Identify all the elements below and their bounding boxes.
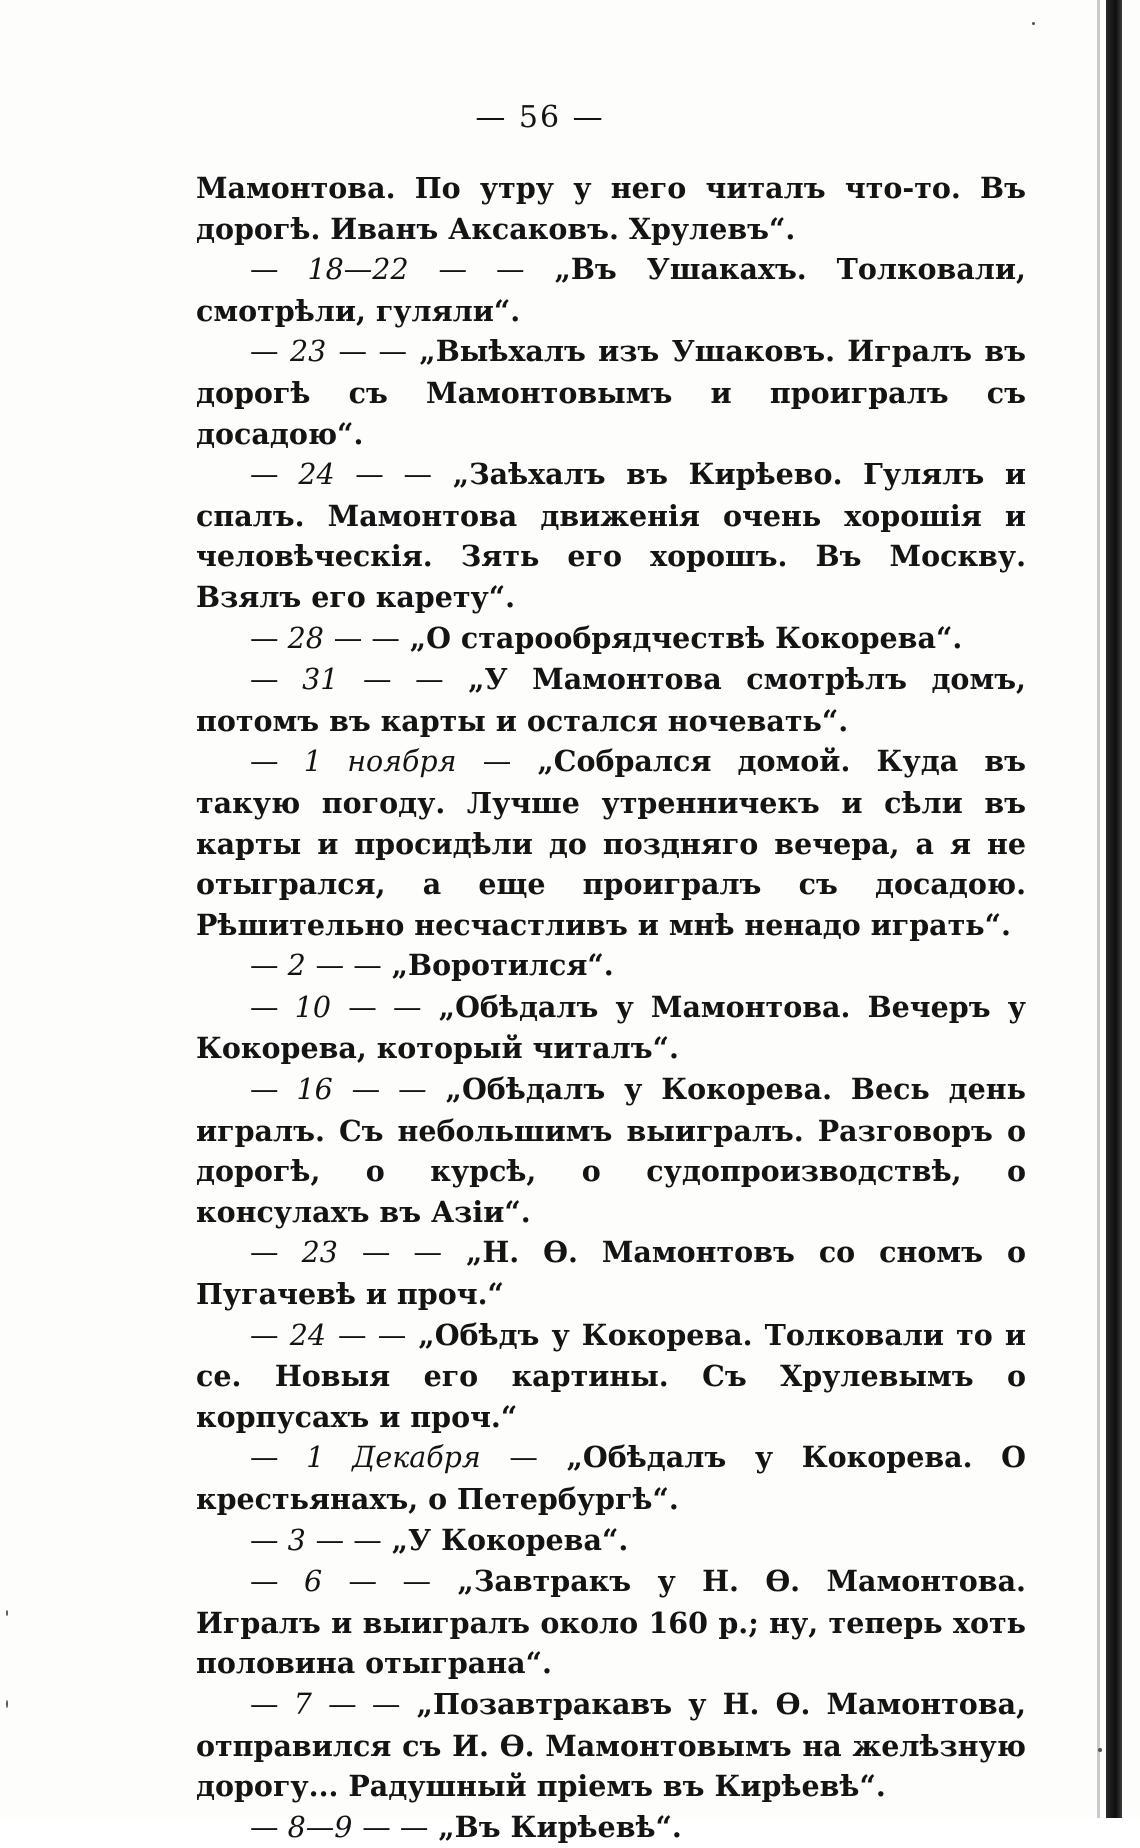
- diary-entry: — 24 — — „Обѣдъ у Кокорева. Толковали то и се. Новыя его картины. Съ Хрулевымъ о корпусахъ и проч.“: [196, 1317, 1026, 1434]
- entry-date: 18—22: [307, 253, 409, 287]
- book-spine-shadow: [1106, 0, 1122, 1818]
- diary-entry: — 23 — — „Н. Ѳ. Мамонтовъ со сномъ о Пугачевѣ и проч.“: [196, 1235, 1026, 1312]
- page-edge: [1097, 0, 1100, 1818]
- diary-text: [196, 168, 1026, 1848]
- entry-text: „Въ Ушакахъ. Толковали, смотрѣли, гуляли“.: [196, 252, 1026, 328]
- entry-text: „У Кокорева“.: [391, 1522, 629, 1557]
- entry-text: „Собрался домой. Куда въ такую погоду. Лучше утренничекъ и сѣли въ карты и просидѣли до поздняго вечера, а я не отыгрался, а еще проигралъ съ досадою. Рѣшительно несчастливъ и мнѣ ненадо играть“.: [196, 744, 1026, 942]
- entry-date: 23: [301, 1236, 338, 1270]
- diary-entry: — 1 ноября — „Собрался домой. Куда въ такую погоду. Лучше утренничекъ и сѣли въ карты и просидѣли до поздняго вечера, а я не отыгрался, а еще проигралъ съ досадою. Рѣшительно несчастливъ и мнѣ ненадо играть“.: [196, 744, 1026, 942]
- diary-entry: — 2 — — „Воротился“.: [250, 948, 614, 983]
- entry-date: 24: [298, 458, 335, 492]
- entry-text: „Выѣхалъ изъ Ушаковъ. Игралъ въ дорогѣ съ Мамонтовымъ и проигралъ съ досадою“.: [196, 334, 1027, 451]
- entry-text: „О старообрядчествѣ Кокорева“.: [409, 620, 963, 655]
- entry-date: 3: [287, 1523, 306, 1557]
- entry-text: „У Мамонтова смотрѣлъ домъ, потомъ въ карты и остался ночевать“.: [196, 662, 1026, 738]
- diary-entry: — 24 — — „Заѣхалъ въ Кирѣево. Гулялъ и спалъ. Мамонтова движенія очень хорошія и человѣческія. Зять его хорошъ. Въ Москву. Взялъ его карету“.: [196, 457, 1026, 614]
- diary-entry: — 6 — — „Завтракъ у Н. Ѳ. Мамонтова. Игралъ и выигралъ около 160 р.; ну, теперь хоть половина отыграна“.: [196, 1564, 1026, 1681]
- entry-text: „Обѣдалъ у Кокорева. О крестьянахъ, о Петербургѣ“.: [196, 1440, 1026, 1516]
- entry-text: „Въ Кирѣевѣ“.: [438, 1809, 682, 1844]
- entry-text: „Заѣхалъ въ Кирѣево. Гулялъ и спалъ. Мамонтова движенія очень хорошія и человѣческія. Зять его хорошъ. Въ Москву. Взялъ его карету“.: [196, 457, 1026, 614]
- entry-date: 24: [289, 1318, 326, 1352]
- entry-date: 2: [287, 949, 306, 983]
- entry-date: 6: [304, 1565, 323, 1599]
- entry-date: 16: [296, 1073, 333, 1107]
- entry-date: 31: [302, 663, 339, 697]
- entry-text: Мамонтова. По утру у него читалъ что-то. Въ дорогѣ. Иванъ Аксаковъ. Хрулевъ“.: [196, 171, 1026, 246]
- entry-text: „Обѣдалъ у Мамонтова. Вечеръ у Кокорева, который читалъ“.: [196, 989, 1026, 1066]
- entry-text: „Обѣдалъ у Кокорева. Весь день игралъ. Съ небольшимъ выигралъ. Разговоръ о дорогѣ, о курсѣ, о судопроизводствѣ, о консулахъ въ Азіи“.: [196, 1072, 1026, 1229]
- entry-date: 28: [287, 621, 324, 655]
- diary-entry: — 7 — — „Позавтракавъ у Н. Ѳ. Мамонтова, отправился съ И. Ѳ. Мамонтовымъ на желѣзную дорогу... Радушный пріемъ въ Кирѣевѣ“.: [196, 1686, 1027, 1804]
- entry-date: 1 ноября: [303, 745, 457, 779]
- page-number: — 56 —: [475, 100, 605, 135]
- entry-date: 10: [294, 990, 332, 1024]
- entry-date: 23: [289, 335, 327, 369]
- diary-entry: — 23 — — „Выѣхалъ изъ Ушаковъ. Игралъ въ дорогѣ съ Мамонтовымъ и проигралъ съ досадою“.: [196, 334, 1027, 451]
- diary-entry: — 31 — — „У Мамонтова смотрѣлъ домъ, потомъ въ карты и остался ночевать“.: [196, 662, 1026, 738]
- entry-text: „Воротился“.: [391, 948, 614, 983]
- diary-entry: — 16 — — „Обѣдалъ у Кокорева. Весь день игралъ. Съ небольшимъ выигралъ. Разговоръ о дорогѣ, о курсѣ, о судопроизводствѣ, о консулахъ въ Азіи“.: [196, 1072, 1026, 1229]
- entry-date: 7: [293, 1687, 312, 1721]
- diary-entry: — 8—9 — — „Въ Кирѣевѣ“.: [250, 1809, 682, 1844]
- diary-entry: — 18—22 — — „Въ Ушакахъ. Толковали, смотрѣли, гуляли“.: [196, 252, 1026, 328]
- diary-entry: — 3 — — „У Кокорева“.: [250, 1522, 629, 1557]
- entry-text: „Обѣдъ у Кокорева. Толковали то и се. Новыя его картины. Съ Хрулевымъ о корпусахъ и проч.“: [196, 1317, 1026, 1434]
- entry-text: „Н. Ѳ. Мамонтовъ со сномъ о Пугачевѣ и проч.“: [196, 1235, 1026, 1312]
- entry-text: „Завтракъ у Н. Ѳ. Мамонтова. Игралъ и выигралъ около 160 р.; ну, теперь хоть половина отыграна“.: [196, 1564, 1026, 1681]
- entry-date: 1 Декабря: [306, 1441, 481, 1475]
- entry-text: „Позавтракавъ у Н. Ѳ. Мамонтова, отправился съ И. Ѳ. Мамонтовымъ на желѣзную дорогу... Радушный пріемъ въ Кирѣевѣ“.: [196, 1686, 1027, 1804]
- diary-entry: [196, 168, 1026, 249]
- diary-entry: — 10 — — „Обѣдалъ у Мамонтова. Вечеръ у Кокорева, который читалъ“.: [196, 989, 1026, 1066]
- diary-entry: — 28 — — „О старообрядчествѣ Кокорева“.: [250, 620, 963, 655]
- diary-entry: — 1 Декабря — „Обѣдалъ у Кокорева. О крестьянахъ, о Петербургѣ“.: [196, 1440, 1026, 1516]
- entry-date: 8—9: [287, 1810, 353, 1844]
